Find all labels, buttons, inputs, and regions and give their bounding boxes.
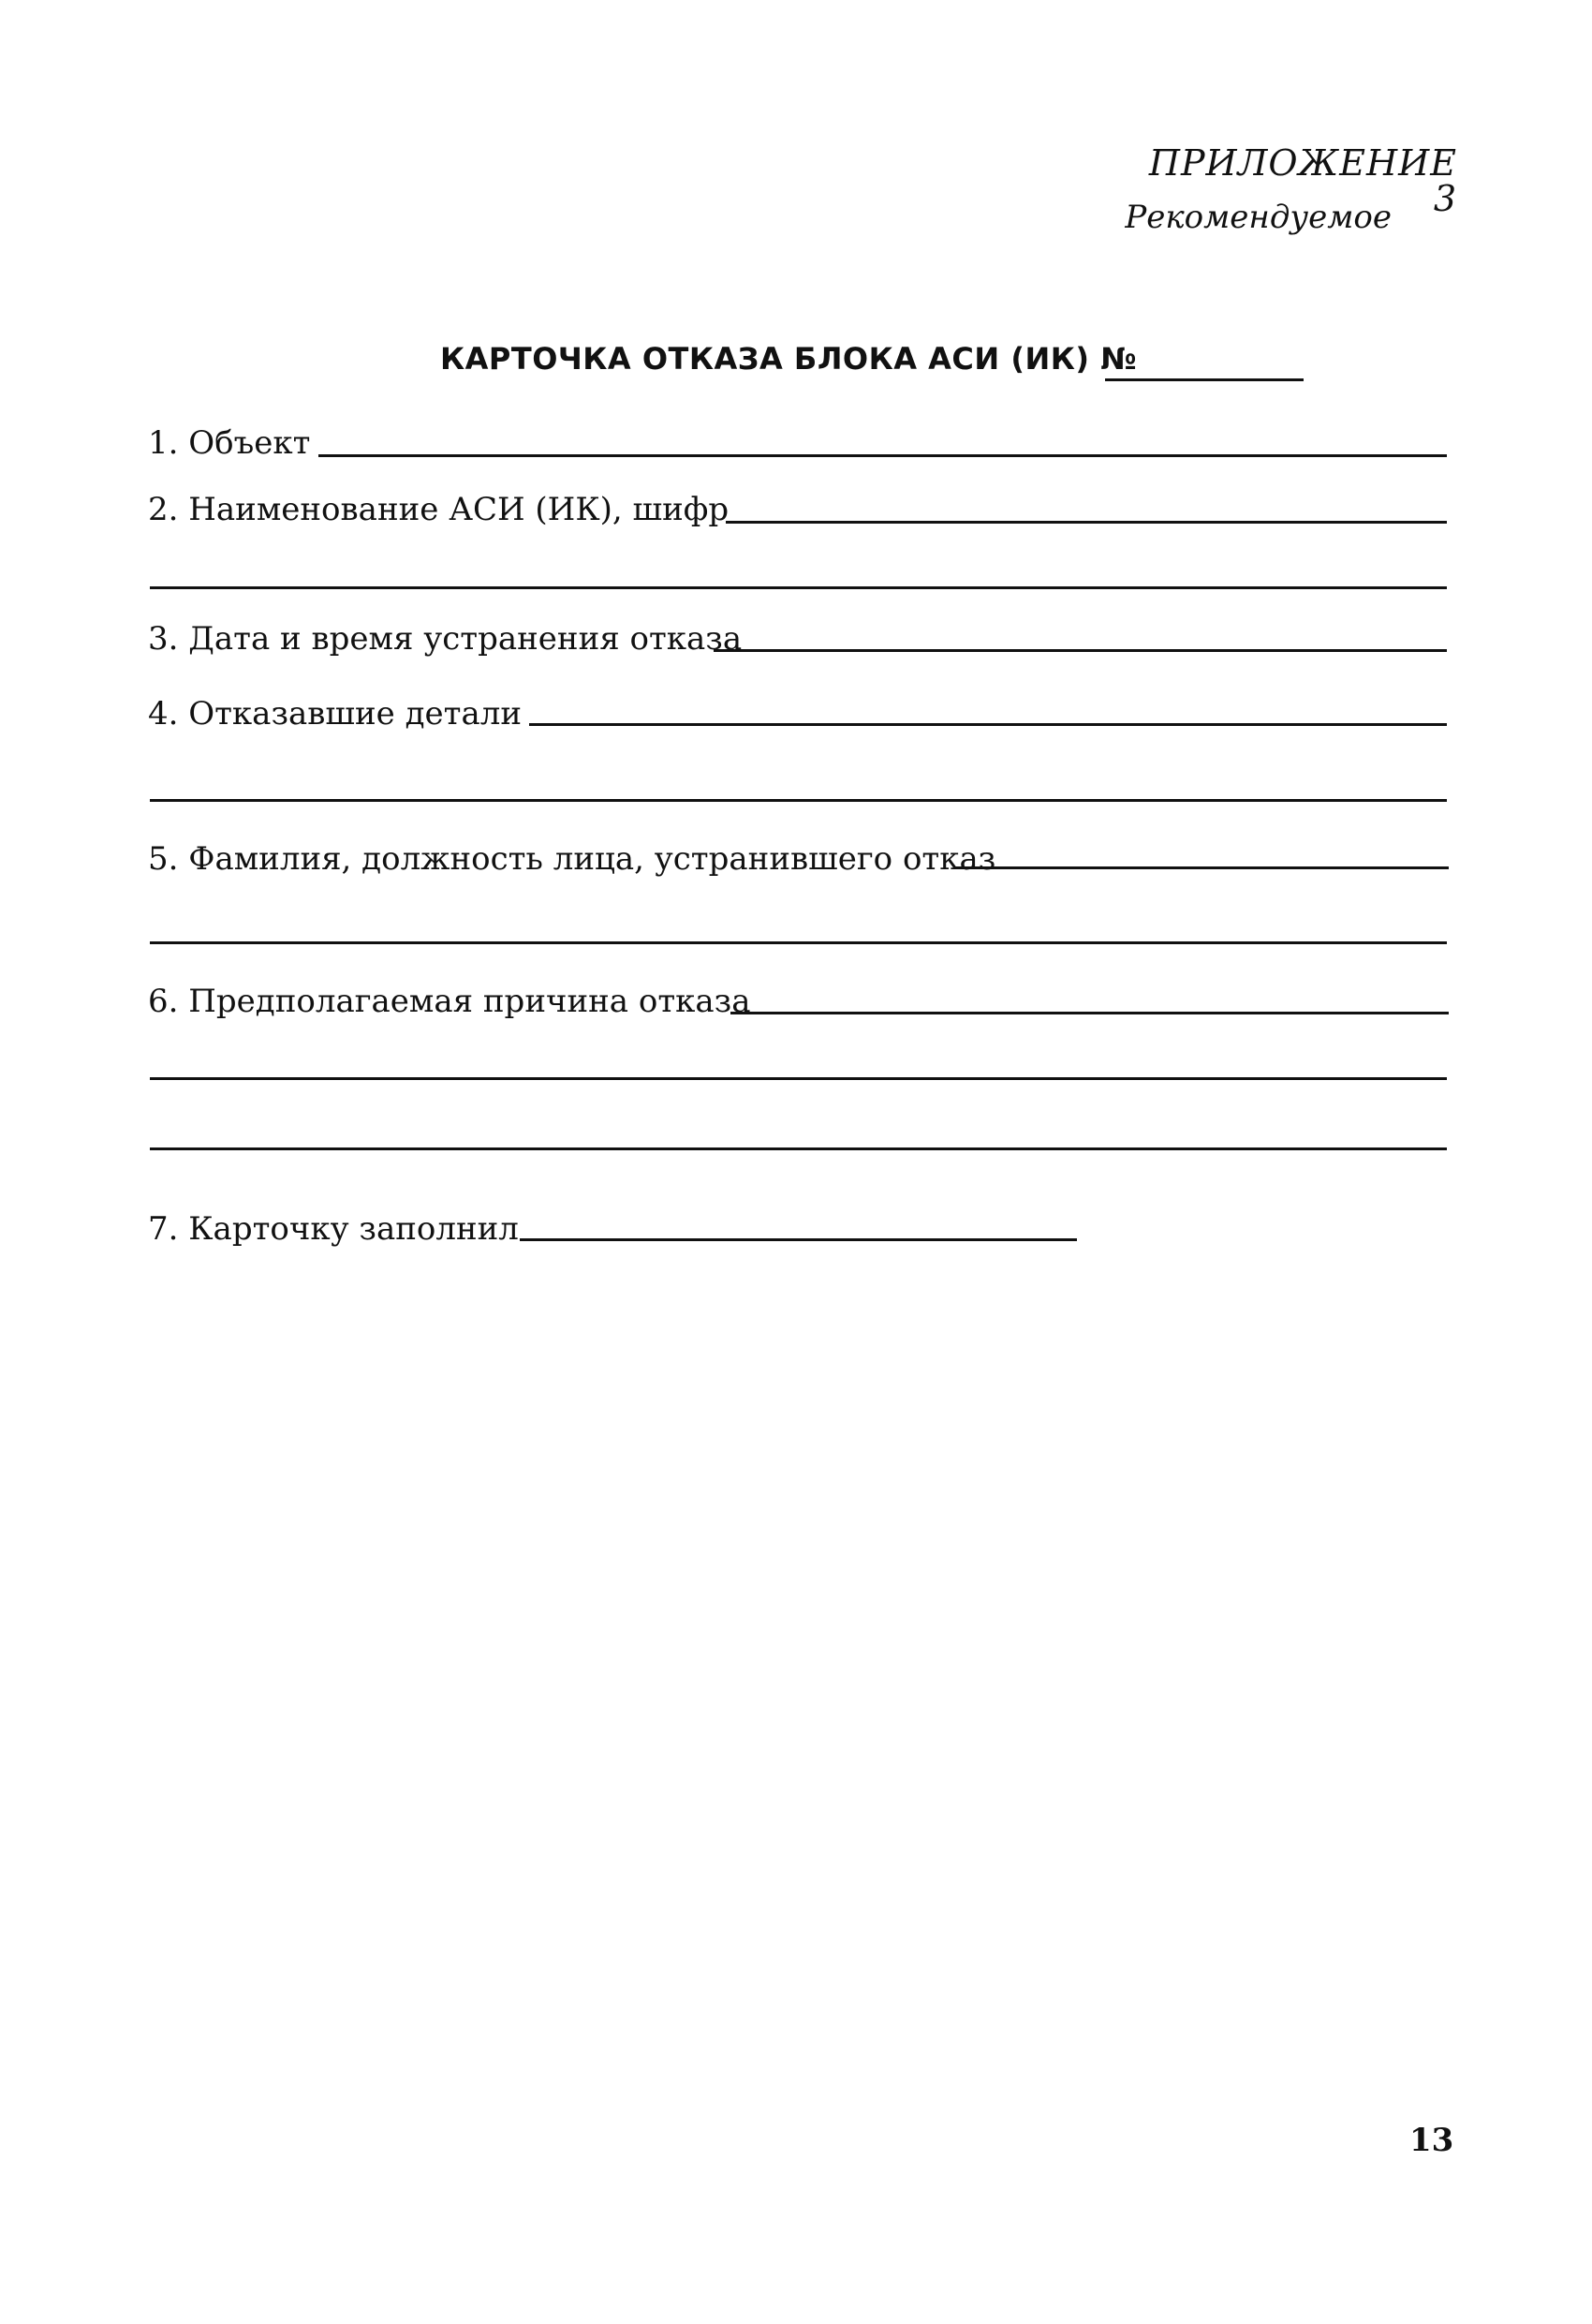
card-title: КАРТОЧКА ОТКАЗА БЛОКА АСИ (ИК) №: [440, 341, 1138, 377]
field-person-label: 5. Фамилия, должность лица, устранившего отказ: [148, 840, 996, 878]
field-object-line[interactable]: [318, 454, 1447, 457]
field-filled-by-line[interactable]: [520, 1238, 1077, 1241]
appendix-status: Рекомендуемое: [1125, 199, 1392, 236]
field-person-line-2[interactable]: [150, 941, 1447, 944]
field-cause-line-3[interactable]: [150, 1147, 1447, 1150]
field-filled-by-label: 7. Карточку заполнил: [148, 1210, 519, 1248]
field-name-line[interactable]: [726, 521, 1447, 524]
field-date-line[interactable]: [714, 649, 1447, 652]
field-parts-label: 4. Отказавшие детали: [148, 695, 523, 733]
field-name-line-2[interactable]: [150, 586, 1447, 589]
field-cause-line-2[interactable]: [150, 1077, 1447, 1080]
card-number-field[interactable]: [1105, 378, 1304, 381]
field-cause-line[interactable]: [730, 1012, 1449, 1014]
field-person-line[interactable]: [955, 866, 1449, 869]
field-name-label: 2. Наименование АСИ (ИК), шифр: [148, 491, 730, 528]
field-cause-label: 6. Предполагаемая причина отказа: [148, 983, 751, 1020]
field-parts-line[interactable]: [529, 723, 1447, 726]
field-parts-line-2[interactable]: [150, 799, 1447, 802]
field-object-label: 1. Объект: [148, 424, 311, 462]
appendix-title: ПРИЛОЖЕНИЕ 3: [1148, 142, 1457, 219]
page-number: 13: [1409, 2122, 1454, 2159]
field-date-label: 3. Дата и время устранения отказа: [148, 620, 743, 658]
